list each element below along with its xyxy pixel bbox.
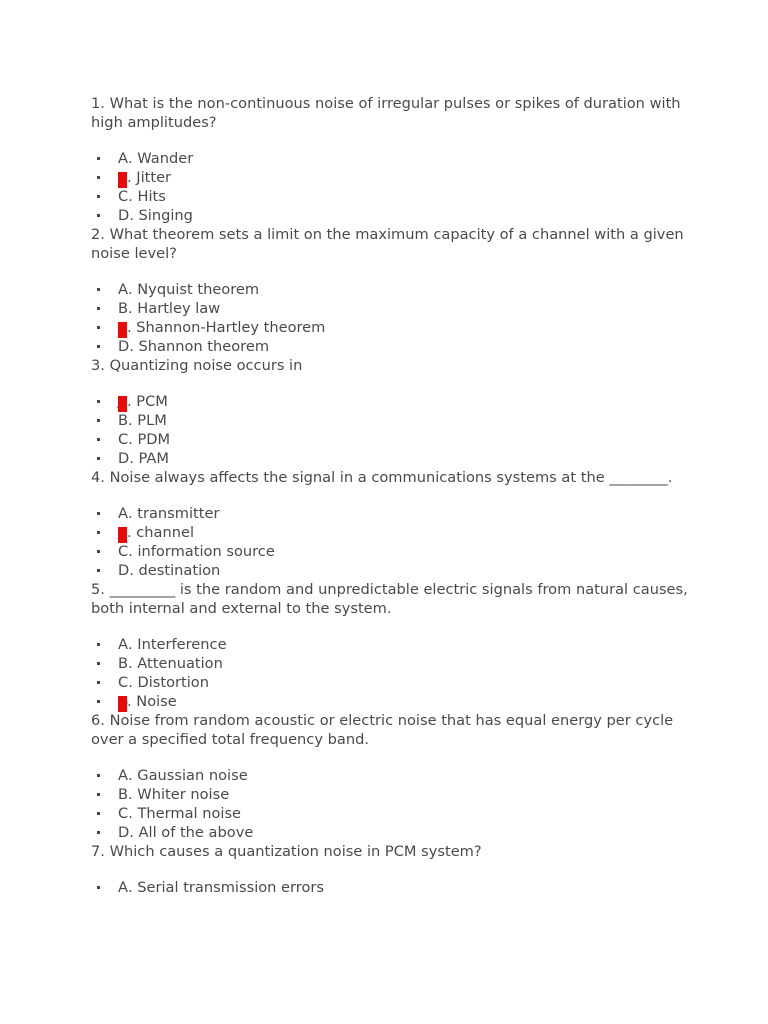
square-bullet-icon xyxy=(97,176,100,179)
square-bullet-icon xyxy=(97,326,100,329)
option-text: . Whiter noise xyxy=(128,786,230,803)
answer-highlight-marker: C xyxy=(117,321,128,338)
option-item xyxy=(91,168,691,187)
option-text: . channel xyxy=(127,524,195,541)
option-item xyxy=(91,411,691,430)
option-item xyxy=(91,804,691,823)
option-text: . Noise xyxy=(127,693,177,710)
option-letter: A xyxy=(118,879,128,896)
option-text: . information source xyxy=(128,543,275,560)
option-item xyxy=(91,654,691,673)
option-item xyxy=(91,673,691,692)
option-letter: B xyxy=(118,412,129,429)
option-letter: D xyxy=(118,338,130,355)
option-item xyxy=(91,449,691,468)
option-item xyxy=(91,561,691,580)
option-letter: D xyxy=(118,562,130,579)
option-letter: B xyxy=(118,655,129,672)
option-letter: D xyxy=(118,824,130,841)
option-letter: D xyxy=(118,207,130,224)
square-bullet-icon xyxy=(97,531,100,534)
question-text: 4. Noise always affects the signal in a communications systems at the ________. xyxy=(91,469,673,486)
square-bullet-icon xyxy=(97,307,100,310)
square-bullet-icon xyxy=(97,214,100,217)
option-item xyxy=(91,318,691,337)
square-bullet-icon xyxy=(97,195,100,198)
square-bullet-icon xyxy=(97,681,100,684)
question-block xyxy=(91,468,691,580)
option-item xyxy=(91,280,691,299)
option-item xyxy=(91,523,691,542)
option-text: . Jitter xyxy=(127,169,172,186)
square-bullet-icon xyxy=(97,700,100,703)
option-item xyxy=(91,823,691,842)
square-bullet-icon xyxy=(97,345,100,348)
option-text: . All of the above xyxy=(129,824,254,841)
square-bullet-icon xyxy=(97,831,100,834)
option-list xyxy=(91,280,691,356)
question-text: 6. Noise from random acoustic or electric noise that has equal energy per cycle over a specified total frequency band. xyxy=(91,712,674,748)
answer-highlight-marker: B xyxy=(117,526,128,543)
option-text: . Singing xyxy=(129,207,193,224)
option-item xyxy=(91,542,691,561)
answer-highlight-marker: A xyxy=(117,395,127,412)
option-list xyxy=(91,149,691,225)
option-item xyxy=(91,206,691,225)
option-letter: A xyxy=(118,281,128,298)
option-item xyxy=(91,635,691,654)
option-text: . Distortion xyxy=(128,674,209,691)
option-text: . Thermal noise xyxy=(128,805,242,822)
option-list xyxy=(91,766,691,842)
question-block xyxy=(91,580,691,711)
option-letter: A xyxy=(118,505,128,522)
option-text: . transmitter xyxy=(127,505,220,522)
question-block xyxy=(91,94,691,225)
option-item xyxy=(91,766,691,785)
option-list xyxy=(91,878,691,897)
option-letter: C xyxy=(118,674,129,691)
square-bullet-icon xyxy=(97,812,100,815)
option-item xyxy=(91,299,691,318)
question-text: 5. _________ is the random and unpredictable electric signals from natural causes, both internal and external to the system. xyxy=(91,581,688,617)
square-bullet-icon xyxy=(97,643,100,646)
option-text: . PDM xyxy=(128,431,171,448)
option-item xyxy=(91,785,691,804)
option-item xyxy=(91,149,691,168)
square-bullet-icon xyxy=(97,550,100,553)
option-list xyxy=(91,392,691,468)
option-item xyxy=(91,187,691,206)
option-text: . Hits xyxy=(128,188,166,205)
option-text: . Nyquist theorem xyxy=(127,281,260,298)
option-item xyxy=(91,878,691,897)
option-item xyxy=(91,337,691,356)
square-bullet-icon xyxy=(97,457,100,460)
option-letter: A xyxy=(118,767,128,784)
answer-highlight-marker: B xyxy=(117,171,128,188)
option-text: . PLM xyxy=(128,412,167,429)
option-text: . Hartley law xyxy=(128,300,221,317)
option-letter: B xyxy=(118,786,129,803)
option-item xyxy=(91,430,691,449)
square-bullet-icon xyxy=(97,157,100,160)
question-text: 2. What theorem sets a limit on the maximum capacity of a channel with a given noise level? xyxy=(91,226,684,262)
square-bullet-icon xyxy=(97,438,100,441)
option-text: . Wander xyxy=(127,150,194,167)
square-bullet-icon xyxy=(97,569,100,572)
question-text: 1. What is the non-continuous noise of irregular pulses or spikes of duration with high amplitudes? xyxy=(91,95,681,131)
square-bullet-icon xyxy=(97,419,100,422)
option-letter: C xyxy=(118,543,129,560)
square-bullet-icon xyxy=(97,662,100,665)
option-text: . Shannon-Hartley theorem xyxy=(127,319,326,336)
option-letter: A xyxy=(118,636,128,653)
square-bullet-icon xyxy=(97,793,100,796)
question-text: 3. Quantizing noise occurs in xyxy=(91,357,303,374)
option-item xyxy=(91,692,691,711)
document-body xyxy=(91,94,691,897)
option-list xyxy=(91,504,691,580)
question-block xyxy=(91,842,691,897)
option-letter: C xyxy=(118,431,129,448)
question-text: 7. Which causes a quantization noise in PCM system? xyxy=(91,843,482,860)
option-item xyxy=(91,504,691,523)
option-text: . destination xyxy=(129,562,221,579)
option-text: . PCM xyxy=(127,393,168,410)
option-list xyxy=(91,635,691,711)
question-block xyxy=(91,356,691,468)
square-bullet-icon xyxy=(97,400,100,403)
option-letter: A xyxy=(118,150,128,167)
option-letter: B xyxy=(118,300,129,317)
square-bullet-icon xyxy=(97,886,100,889)
question-block xyxy=(91,711,691,842)
option-text: . PAM xyxy=(129,450,169,467)
square-bullet-icon xyxy=(97,512,100,515)
option-text: . Interference xyxy=(127,636,227,653)
square-bullet-icon xyxy=(97,774,100,777)
answer-highlight-marker: D xyxy=(117,695,129,712)
option-text: . Shannon theorem xyxy=(129,338,270,355)
option-letter: C xyxy=(118,188,129,205)
option-letter: D xyxy=(118,450,130,467)
option-item xyxy=(91,392,691,411)
option-text: . Serial transmission errors xyxy=(127,879,324,896)
option-text: . Gaussian noise xyxy=(127,767,248,784)
square-bullet-icon xyxy=(97,288,100,291)
option-letter: C xyxy=(118,805,129,822)
question-block xyxy=(91,225,691,356)
option-text: . Attenuation xyxy=(128,655,223,672)
